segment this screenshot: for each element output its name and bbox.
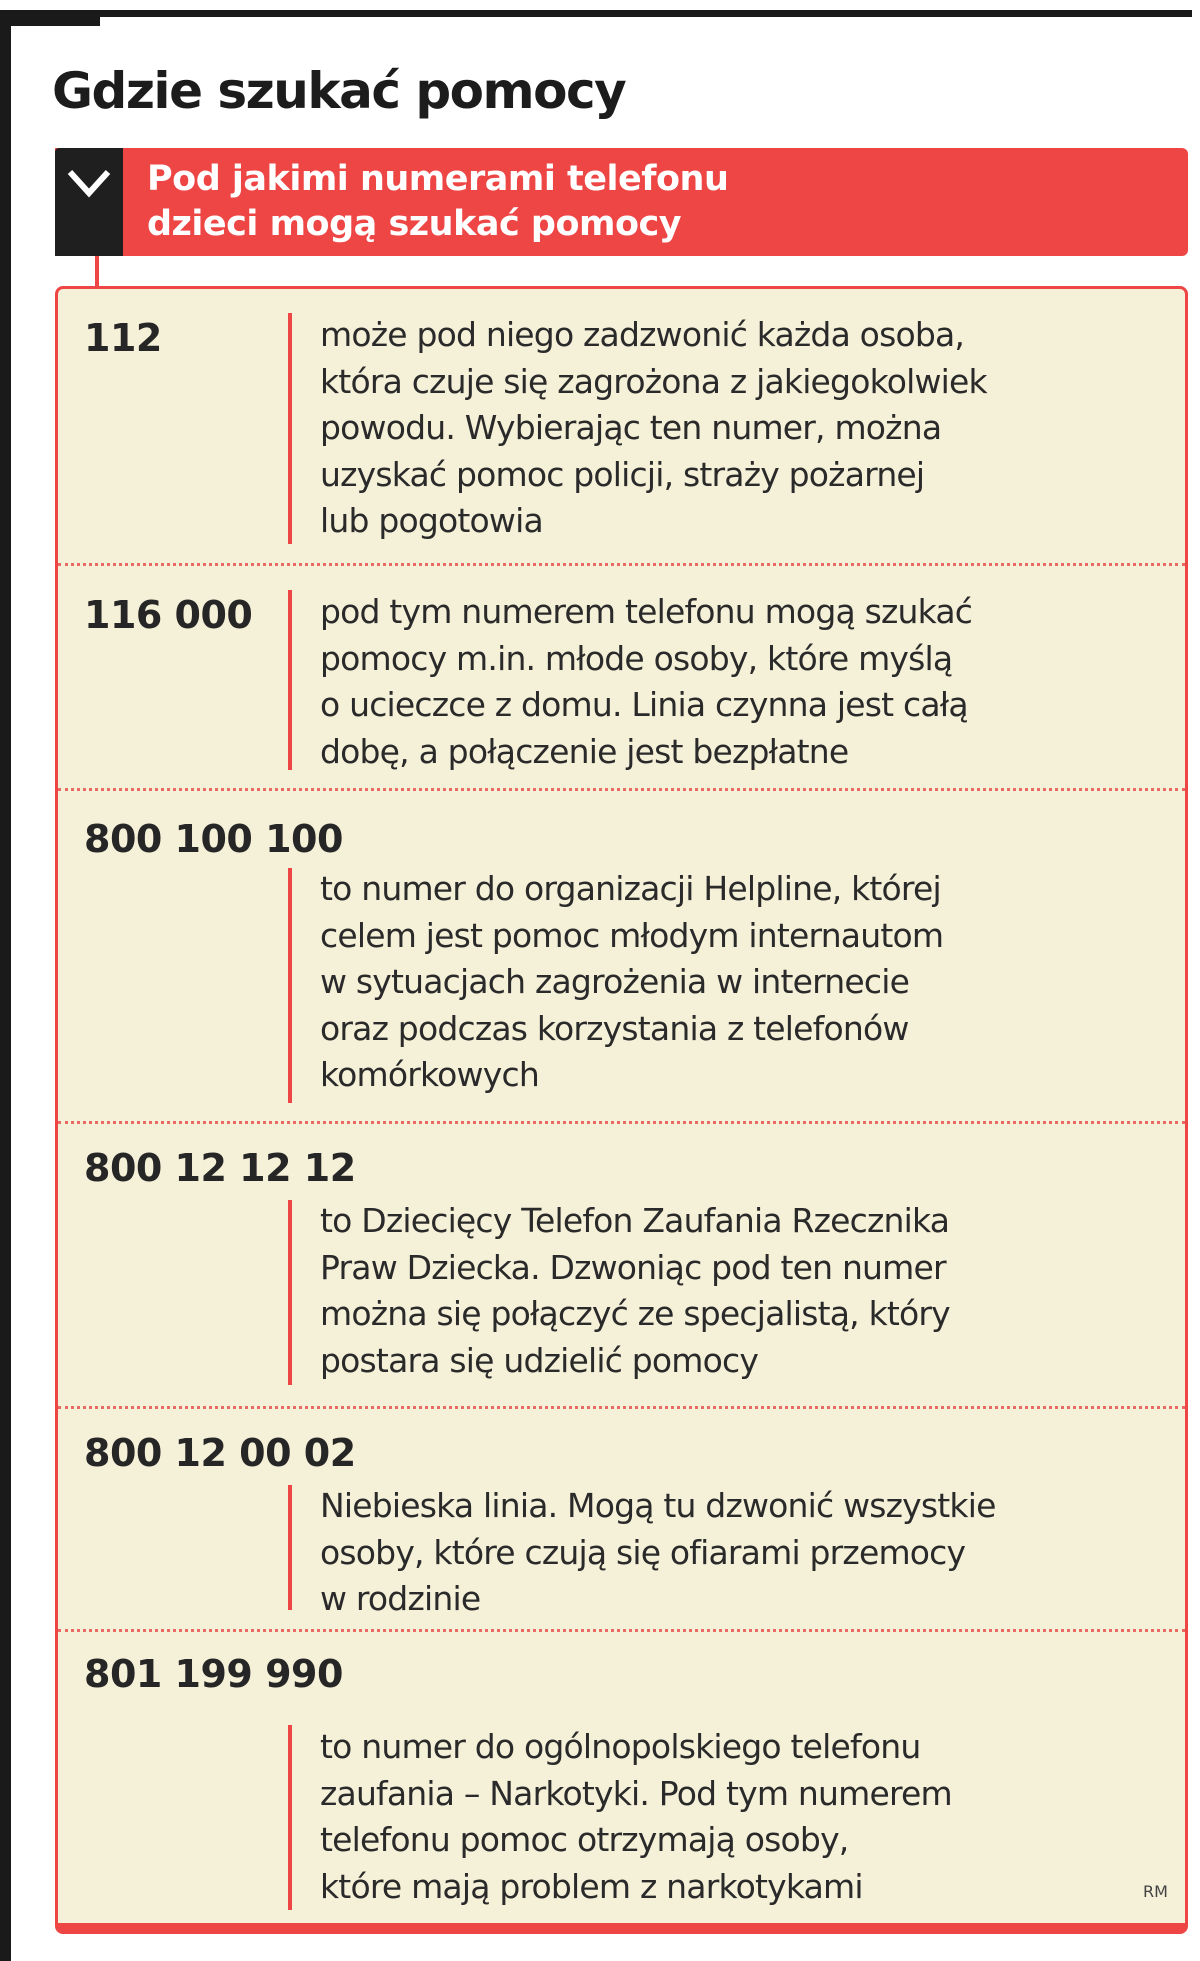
phone-description [320,866,1170,1099]
helpline-entry [58,1124,1185,1409]
description-line: zaufania – Narkotyki. Pod tym numerem [320,1773,952,1813]
phone-description [320,1483,1170,1623]
phone-description [320,589,1170,775]
description-line: Niebieska linia. Mogą tu dzwonić wszystkie [320,1486,996,1525]
description-line: telefonu pomoc otrzymają osoby, [320,1820,849,1859]
description-line: które mają problem z narkotykami [320,1866,863,1906]
banner-heading [147,157,728,247]
banner-heading-line-1: Pod jakimi numerami telefonu [147,159,729,199]
phone-number: 116 000 [84,593,253,637]
description-line: oraz podczas korzystania z telefonów [320,1008,909,1048]
entry-divider [288,313,292,544]
helpline-entry [58,289,1185,566]
description-line: to numer do organizacji Helpline, której [320,869,941,908]
helpline-entry [58,1409,1185,1632]
description-line: komórkowych [320,1055,539,1094]
helpline-entry [58,791,1185,1124]
description-line: w rodzinie [320,1579,481,1618]
helpline-entry [58,1632,1185,1922]
phone-description [320,312,1170,545]
entry-divider [288,1200,292,1385]
description-line: celem jest pomoc młodym internautom [320,915,944,955]
author-credit: RM [1143,1882,1168,1901]
description-line: dobę, a połączenie jest bezpłatne [320,731,849,771]
phone-number: 800 12 12 12 [84,1146,356,1190]
description-line: pomocy m.in. młode osoby, które myślą [320,638,953,678]
description-line: w sytuacjach zagrożenia w internecie [320,962,910,1001]
entry-divider [288,590,292,770]
description-line: osoby, które czują się ofiarami przemocy [320,1532,966,1572]
entry-divider [288,1485,292,1610]
description-line: pod tym numerem telefonu mogą szukać [320,592,973,631]
banner-connector [95,256,99,286]
description-line: postara się udzielić pomocy [320,1340,759,1380]
description-line: to Dziecięcy Telefon Zaufania Rzecznika [320,1201,950,1240]
helpline-entry [58,566,1185,791]
chevron-down-icon [67,168,111,198]
page-title: Gdzie szukać pomocy [52,62,626,120]
description-line: lub pogotowia [320,501,543,540]
phone-number: 112 [84,316,162,360]
description-line: o ucieczce z domu. Linia czynna jest całą [320,685,968,724]
description-line: może pod niego zadzwonić każda osoba, [320,315,965,354]
phone-number: 800 12 00 02 [84,1431,356,1475]
frame-left-rule [0,10,11,1961]
banner-heading-line-2: dzieci mogą szukać pomocy [147,204,682,244]
phone-description [320,1724,1170,1910]
entry-divider [288,868,292,1103]
frame-corner-tab [0,10,100,26]
banner-icon-box [55,148,123,256]
description-line: Praw Dziecka. Dzwoniąc pod ten numer [320,1247,946,1287]
phone-number: 801 199 990 [84,1652,343,1696]
entry-divider [288,1725,292,1910]
helpline-list [55,286,1188,1934]
description-line: która czuje się zagrożona z jakiegokolwiek [320,361,987,401]
section-banner [55,148,1188,256]
description-line: można się połączyć ze specjalistą, który [320,1294,950,1333]
description-line: uzyskać pomoc policji, straży pożarnej [320,454,925,494]
description-line: to numer do ogólnopolskiego telefonu [320,1727,921,1766]
phone-number: 800 100 100 [84,817,343,861]
description-line: powodu. Wybierając ten numer, można [320,408,942,447]
frame-top-rule [0,10,1192,17]
phone-description [320,1198,1170,1384]
